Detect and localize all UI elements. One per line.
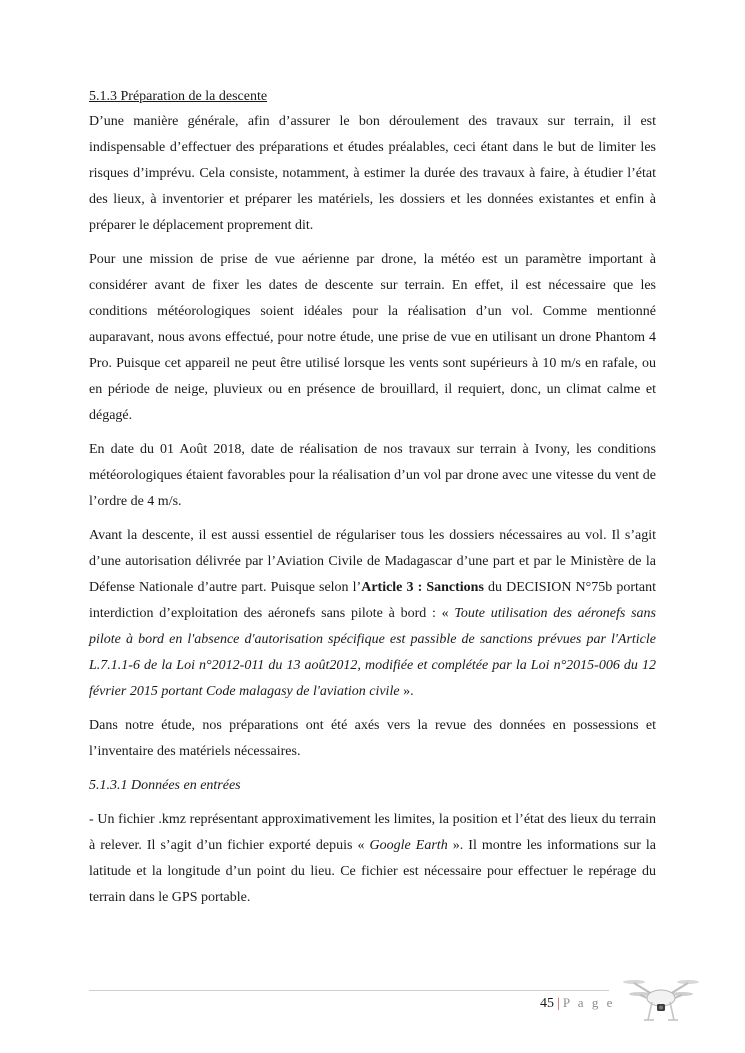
paragraph-authorization — [89, 523, 656, 705]
authorization-text-mid: du DECISION N°75b portant interdiction d’exploitation des aéronefs sans pilote à bord : « — [89, 580, 656, 621]
paragraph-weather: Pour une mission de prise de vue aérienne par drone, la météo est un paramètre important à considérer avant de fixer les dates de descente sur terrain. En effet, il est nécessaire que les conditions météorologiques soient idéales pour la réalisation d’un vol. Comme mentionné auparavant, nous avons effectué, pour notre étude, une prise de vue en utilisant un drone Phantom 4 Pro. Puisque cet appareil ne peut être utilisé lorsque les vents sont supérieurs à 10 m/s en rafale, ou en période de neige, pluvieux ou en présence de brouillard, il requiert, donc, un climat calme et dégagé. — [89, 252, 656, 423]
subsection-title: 5.1.3.1 Données en entrées — [89, 778, 241, 793]
paragraph-kmz — [89, 807, 656, 911]
paragraph-intro: D’une manière générale, afin d’assurer le bon déroulement des travaux sur terrain, il est indispensable d’effectuer des préparations et études préalables, ceci étant dans le but de limiter les risques d’imprévu. Cela consiste, notamment, à estimer la durée des travaux à faire, à étudier l’état des lieux, à inventorier et préparer les matériels, les dossiers et les données existantes et enfin à préparer le déplacement proprement dit. — [89, 114, 656, 233]
footer-separator: | — [557, 996, 560, 1011]
legal-quote: Toute utilisation des aéronefs sans pilote à bord en l'absence d'autorisation spécifique est passible de sanctions prévues par l'Article L.7.1.1-6 de la Loi n°2012-011 du 13 août2012, modifiée et complétée par la Loi n°2015-006 du 12 février 2015 portant Code malagasy de l'aviation civile — [89, 606, 656, 699]
authorization-text-end: ». — [399, 684, 414, 699]
drone-icon — [622, 974, 700, 1026]
google-earth-label: Google Earth — [369, 838, 448, 853]
kmz-text-start: - Un fichier .kmz représentant approximativement les limites, la position et l’état des lieux du terrain à relever. Il s’agit d’un fichier exporté depuis « — [89, 812, 656, 853]
page-label: P a g e — [562, 995, 615, 1010]
paragraph-study: Dans notre étude, nos préparations ont été axés vers la revue des données en possessions et l’inventaire des matériels nécessaires. — [89, 718, 656, 759]
article-reference: Article 3 : Sanctions — [361, 580, 484, 595]
paragraph-date: En date du 01 Août 2018, date de réalisation de nos travaux sur terrain à Ivony, les conditions météorologiques étaient favorables pour la réalisation d’un vol par drone avec une vitesse du vent de l’ordre de 4 m/s. — [89, 442, 656, 509]
kmz-text-end: ». Il montre les informations sur la latitude et la longitude d’un point du lieu. Ce fichier est nécessaire pour effectuer le repérage du terrain dans le GPS portable. — [89, 838, 656, 905]
page-footer — [540, 994, 615, 1013]
footer-divider — [89, 990, 609, 991]
page-body — [89, 86, 656, 919]
section-title: 5.1.3 Préparation de la descente — [89, 89, 268, 104]
page-number: 45 — [540, 996, 554, 1011]
authorization-text-start: Avant la descente, il est aussi essentiel de régulariser tous les dossiers nécessaires au vol. Il s’agit d’une autorisation délivrée par l’Aviation Civile de Madagascar d’une part et par le Ministère de la Défense Nationale d’autre part. Puisque selon l’ — [89, 528, 656, 595]
